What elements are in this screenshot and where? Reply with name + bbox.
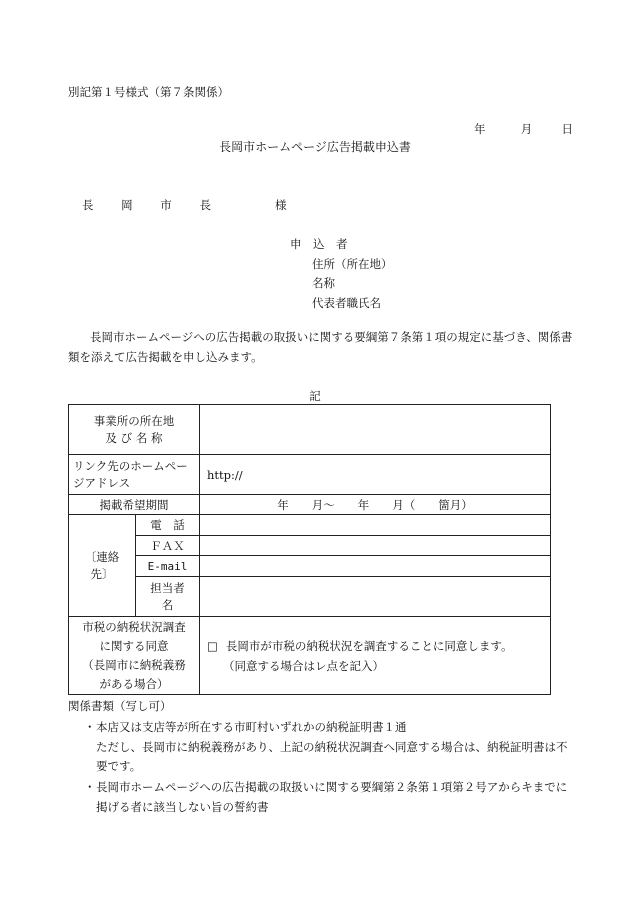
docs-item-1-line2: ただし、長岡市に納税義務があり、上記の納税状況調査へ同意する場合は、納税証明書は不要です。 bbox=[96, 739, 568, 773]
person-label: 担当者名 bbox=[136, 577, 200, 617]
phone-label: 電 話 bbox=[136, 515, 200, 536]
body-text: 長岡市ホームページへの広告掲載の取扱いに関する要綱第７条第１項の規定に基づき、関係書類を添えて広告掲載を申し込みます。 bbox=[68, 330, 573, 364]
addressee-honorific: 様 bbox=[274, 198, 287, 212]
email-label: E-mail bbox=[136, 556, 200, 577]
ki-marker: 記 bbox=[309, 389, 321, 403]
email-value-cell[interactable] bbox=[200, 556, 551, 577]
office-label-line2: 及 び 名 称 bbox=[105, 430, 163, 445]
link-value[interactable]: http:// bbox=[200, 455, 551, 495]
applicant-address-label: 住所（所在地） bbox=[312, 256, 393, 271]
period-value[interactable]: 年 月～ 年 月（ 箇月） bbox=[200, 495, 551, 515]
office-label bbox=[69, 405, 200, 455]
row-fax bbox=[69, 536, 551, 556]
tax-label bbox=[69, 617, 200, 695]
docs-item-1 bbox=[84, 718, 574, 777]
tax-consent-note: （同意する場合はレ点を記入） bbox=[223, 658, 384, 673]
form-title: 長岡市ホームページ広告掲載申込書 bbox=[219, 140, 411, 154]
applicant-rep-label: 代表者職氏名 bbox=[312, 295, 381, 310]
applicant-heading: 申 込 者 bbox=[290, 237, 348, 251]
tax-label-line-2: に関する同意 bbox=[99, 638, 169, 653]
row-email bbox=[69, 556, 551, 577]
tax-consent-cell bbox=[200, 617, 551, 695]
tax-label-line-1: 市税の納税状況調査 bbox=[82, 619, 186, 634]
fax-value-cell[interactable] bbox=[200, 536, 551, 556]
date-day: 日 bbox=[561, 122, 573, 136]
docs-heading: 関係書類（写し可） bbox=[68, 699, 172, 713]
row-person bbox=[69, 577, 551, 617]
docs-item-1-line1: 本店又は支店等が所在する市町村いずれかの納税証明書１通 bbox=[96, 720, 407, 734]
applicant-name-label: 名称 bbox=[312, 276, 335, 290]
phone-value-cell[interactable] bbox=[200, 515, 551, 536]
applicant-block bbox=[290, 235, 393, 313]
tax-consent-text: 長岡市が市税の納税状況を調査することに同意します。 bbox=[225, 638, 513, 653]
office-value-cell[interactable] bbox=[200, 405, 551, 455]
addressee-name: 長 岡 市 長 bbox=[82, 198, 223, 212]
row-phone bbox=[69, 515, 551, 536]
tax-consent-checkbox[interactable]: □ bbox=[207, 638, 218, 653]
date-year: 年 bbox=[474, 122, 486, 136]
fax-label: ＦＡＸ bbox=[136, 536, 200, 556]
date-line bbox=[474, 121, 573, 137]
addressee bbox=[82, 197, 286, 213]
tax-label-line-3: （長岡市に納税義務 bbox=[82, 657, 186, 672]
docs-item-2-bullet: ・ bbox=[84, 780, 96, 794]
docs-item-1-bullet: ・ bbox=[84, 720, 96, 734]
row-link bbox=[69, 455, 551, 495]
office-label-line1: 事業所の所在地 bbox=[93, 413, 175, 428]
tax-label-line-4: がある場合） bbox=[99, 676, 169, 691]
docs-item-2 bbox=[84, 778, 574, 817]
date-month: 月 bbox=[520, 122, 533, 136]
form-reference: 別記第１号様式（第７条関係） bbox=[68, 85, 229, 99]
application-table bbox=[68, 404, 551, 695]
period-label: 掲載希望期間 bbox=[69, 495, 200, 515]
row-period bbox=[69, 495, 551, 515]
row-tax bbox=[69, 617, 551, 695]
contact-group-label: 〔連絡先〕 bbox=[69, 515, 136, 617]
row-office bbox=[69, 405, 551, 455]
link-label: リンク先のホームページアドレス bbox=[69, 455, 200, 495]
docs-item-2-line1: 長岡市ホームページへの広告掲載の取扱いに関する要綱第２条第１項第２号アからキまでに掲げる者に該当しない旨の誓約書 bbox=[96, 780, 568, 814]
person-value-cell[interactable] bbox=[200, 577, 551, 617]
